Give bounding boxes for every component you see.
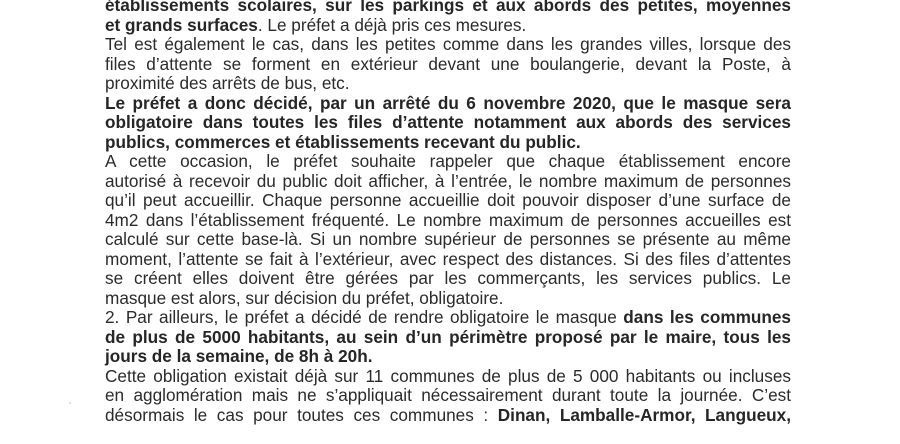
text-segment: files d’attente se forment en extérieur devant une boulangerie, devant la Poste, à (105, 53, 791, 74)
text-segment: moment, l’attente se fait à l’extérieur, avec respect des distances. Si des files d’attentes (105, 248, 791, 269)
bold-text-segment: Dinan, Lamballe-Armor, Langueux, (497, 404, 791, 425)
text-line (105, 308, 791, 328)
text-line (105, 386, 791, 406)
bold-text-segment: obligatoire dans toutes les files d’attente notamment aux abords des services (105, 112, 791, 132)
text-line (105, 133, 791, 153)
text-line (105, 406, 791, 426)
text-segment: Tel est également le cas, dans les petites comme dans les grandes villes, lorsque des (105, 34, 791, 54)
text-line (105, 74, 791, 94)
document-text-column (105, 0, 791, 425)
text-line (105, 191, 791, 211)
bold-text-segment: et grands surfaces (105, 14, 258, 35)
text-segment: autorisé à recevoir du public doit afficher, à l’entrée, le nombre maximum de personnes (105, 170, 791, 191)
bold-text-segment: Le préfet a donc décidé, par un arrêté du 6 novembre 2020, que le masque sera (105, 92, 791, 113)
text-segment: en agglomération mais ne s’appliquait nécessairement durant toute la journée. C’est (105, 385, 791, 405)
text-segment: masque est alors, sur décision du préfet, obligatoire. (105, 287, 504, 308)
text-line (105, 35, 791, 55)
text-line (105, 230, 791, 250)
text-segment: A cette occasion, le préfet souhaite rappeler que chaque établissement encore (105, 151, 791, 171)
text-line (105, 94, 791, 114)
text-line (105, 16, 791, 36)
text-segment: proximité des arrêts de bus, etc. (105, 73, 350, 93)
text-segment: Cette obligation existait déjà sur 11 communes de plus de 5 000 habitants ou incluses (105, 365, 791, 386)
text-line (105, 250, 791, 270)
text-line (105, 55, 791, 75)
text-line (105, 269, 791, 289)
text-segment: se créent elles doivent être gérées par les commerçants, les services publics. Le (105, 268, 791, 288)
text-line (105, 328, 791, 348)
text-line (105, 0, 791, 16)
text-line (105, 289, 791, 309)
text-segment: 2. Par ailleurs, le préfet a décidé de rendre obligatoire le masque (105, 307, 624, 327)
text-line (105, 367, 791, 387)
text-line (105, 211, 791, 231)
bold-text-segment: jours de la semaine, de 8h à 20h. (105, 346, 373, 366)
bold-text-segment: établissements scolaires, sur les parkings et aux abords des petites, moyennes (105, 0, 791, 15)
text-line (105, 113, 791, 133)
text-line (105, 172, 791, 192)
text-segment: . Le préfet a déjà pris ces mesures. (257, 14, 527, 35)
text-segment: 4m2 dans l’établissement fréquenté. Le nombre maximum de personnes accueilles est (105, 209, 791, 230)
bold-text-segment: publics, commerces et établissements recevant du public. (105, 131, 581, 152)
bold-text-segment: de plus de 5000 habitants, au sein d’un périmètre proposé par le maire, tous les (105, 326, 791, 347)
bold-text-segment: dans les communes (623, 307, 791, 327)
text-segment: qu’il peut accueillir. Chaque personne accueillie doit pouvoir disposer d’une surface de (105, 190, 791, 210)
text-line (105, 347, 791, 367)
text-line (105, 152, 791, 172)
text-segment: calculé sur cette base-là. Si un nombre supérieur de personnes se présente au même (105, 229, 791, 249)
scan-speck (69, 402, 71, 404)
text-segment: désormais le cas pour toutes ces communes : (105, 404, 498, 425)
